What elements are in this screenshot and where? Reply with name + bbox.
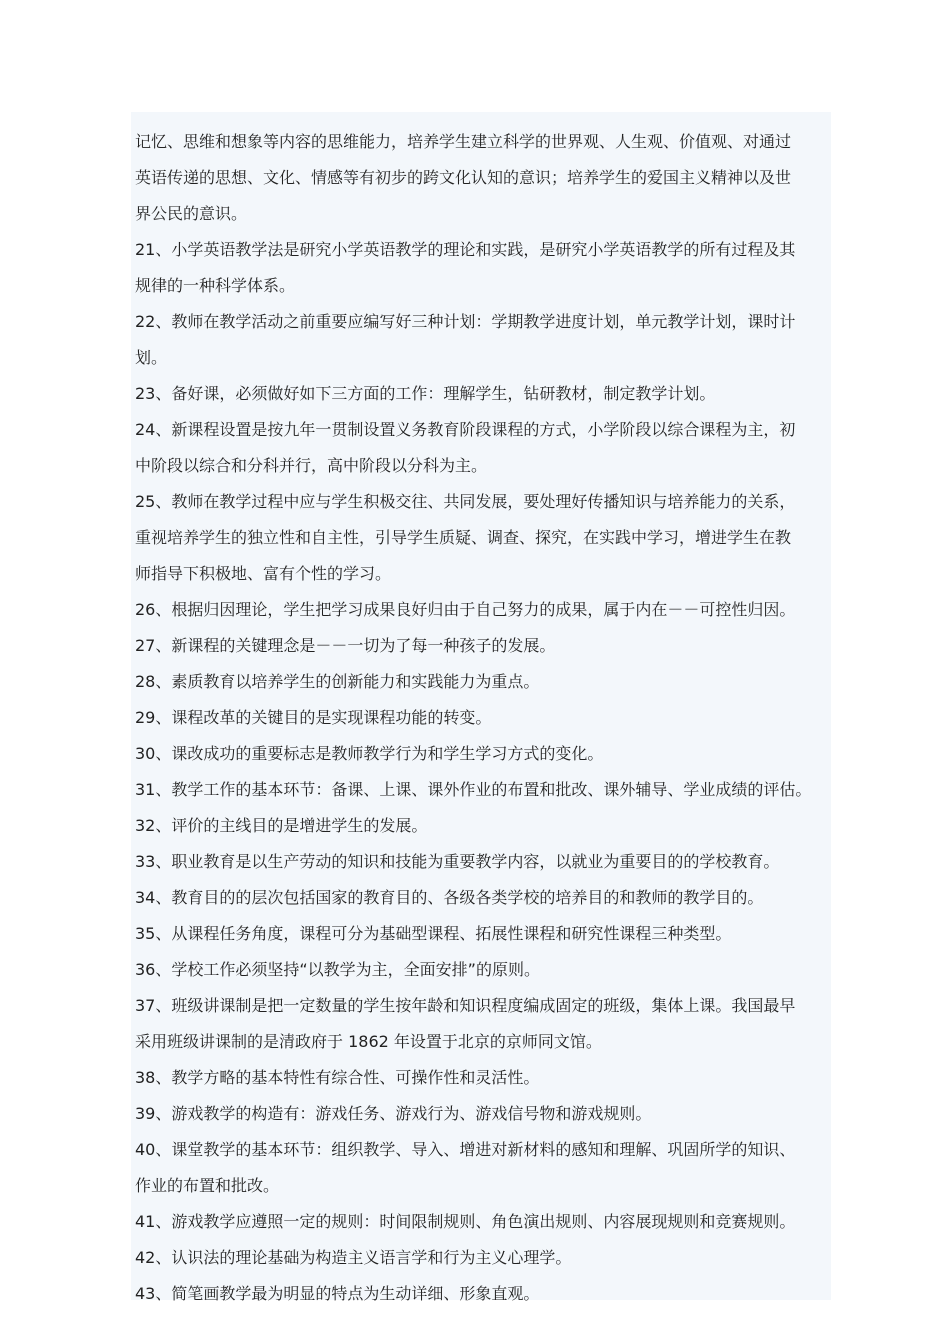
text-line: 38、教学方略的基本特性有综合性、可操作性和灵活性。 xyxy=(135,1068,540,1087)
text-line: 40、课堂教学的基本环节：组织教学、导入、增进对新材料的感知和理解、巩固所学的知识、 xyxy=(135,1140,796,1159)
text-line: 33、职业教育是以生产劳动的知识和技能为重要教学内容，以就业为重要目的的学校教育。 xyxy=(135,852,780,871)
text-line: 22、教师在教学活动之前重要应编写好三种计划：学期教学进度计划，单元教学计划，课时计 xyxy=(135,312,796,331)
text-line: 29、课程改革的关键目的是实现课程功能的转变。 xyxy=(135,708,492,727)
text-line: 23、备好课，必须做好如下三方面的工作：理解学生，钻研教材，制定教学计划。 xyxy=(135,384,716,403)
text-line: 35、从课程任务角度，课程可分为基础型课程、拓展性课程和研究性课程三种类型。 xyxy=(135,924,732,943)
text-line: 采用班级讲课制的是清政府于 1862 年设置于北京的京师同文馆。 xyxy=(135,1032,602,1051)
text-line: 32、评价的主线目的是增进学生的发展。 xyxy=(135,816,428,835)
text-line: 39、游戏教学的构造有：游戏任务、游戏行为、游戏信号物和游戏规则。 xyxy=(135,1104,652,1123)
text-line: 34、教育目的的层次包括国家的教育目的、各级各类学校的培养目的和教师的教学目的。 xyxy=(135,888,764,907)
text-line: 27、新课程的关键理念是－－一切为了每一种孩子的发展。 xyxy=(135,636,556,655)
text-line: 界公民的意识。 xyxy=(135,204,248,223)
text-line: 36、学校工作必须坚持“以教学为主，全面安排”的原则。 xyxy=(135,960,540,979)
text-line: 24、新课程设置是按九年一贯制设置义务教育阶段课程的方式，小学阶段以综合课程为主，初 xyxy=(135,420,796,439)
text-line: 26、根据归因理论，学生把学习成果良好归由于自己努力的成果，属于内在－－可控性归因。 xyxy=(135,600,796,619)
text-line: 30、课改成功的重要标志是教师教学行为和学生学习方式的变化。 xyxy=(135,744,604,763)
text-line: 中阶段以综合和分科并行，高中阶段以分科为主。 xyxy=(135,456,488,475)
text-line: 25、教师在教学过程中应与学生积极交往、共同发展，要处理好传播知识与培养能力的关系， xyxy=(135,492,796,511)
text-line: 42、认识法的理论基础为构造主义语言学和行为主义心理学。 xyxy=(135,1248,572,1267)
text-line: 记忆、思维和想象等内容的思维能力，培养学生建立科学的世界观、人生观、价值观、对通过 xyxy=(135,132,792,151)
text-line: 作业的布置和批改。 xyxy=(135,1176,280,1195)
text-line: 规律的一种科学体系。 xyxy=(135,276,296,295)
text-line: 划。 xyxy=(135,348,168,367)
text-line: 21、小学英语教学法是研究小学英语教学的理论和实践，是研究小学英语教学的所有过程及其 xyxy=(135,240,796,259)
text-line: 英语传递的思想、文化、情感等有初步的跨文化认知的意识；培养学生的爱国主义精神以及世 xyxy=(135,168,792,187)
document-text-block xyxy=(131,112,831,1303)
text-line: 37、班级讲课制是把一定数量的学生按年龄和知识程度编成固定的班级，集体上课。我国最早 xyxy=(135,996,796,1015)
text-line: 41、游戏教学应遵照一定的规则：时间限制规则、角色演出规则、内容展现规则和竞赛规则。 xyxy=(135,1212,796,1231)
text-line: 重视培养学生的独立性和自主性，引导学生质疑、调查、探究，在实践中学习，增进学生在教 xyxy=(135,528,792,547)
text-line: 31、教学工作的基本环节：备课、上课、课外作业的布置和批改、课外辅导、学业成绩的评估。 xyxy=(135,780,812,799)
text-line: 28、素质教育以培养学生的创新能力和实践能力为重点。 xyxy=(135,672,540,691)
text-line: 师指导下积极地、富有个性的学习。 xyxy=(135,564,392,583)
text-line: 43、简笔画教学最为明显的特点为生动详细、形象直观。 xyxy=(135,1284,540,1303)
